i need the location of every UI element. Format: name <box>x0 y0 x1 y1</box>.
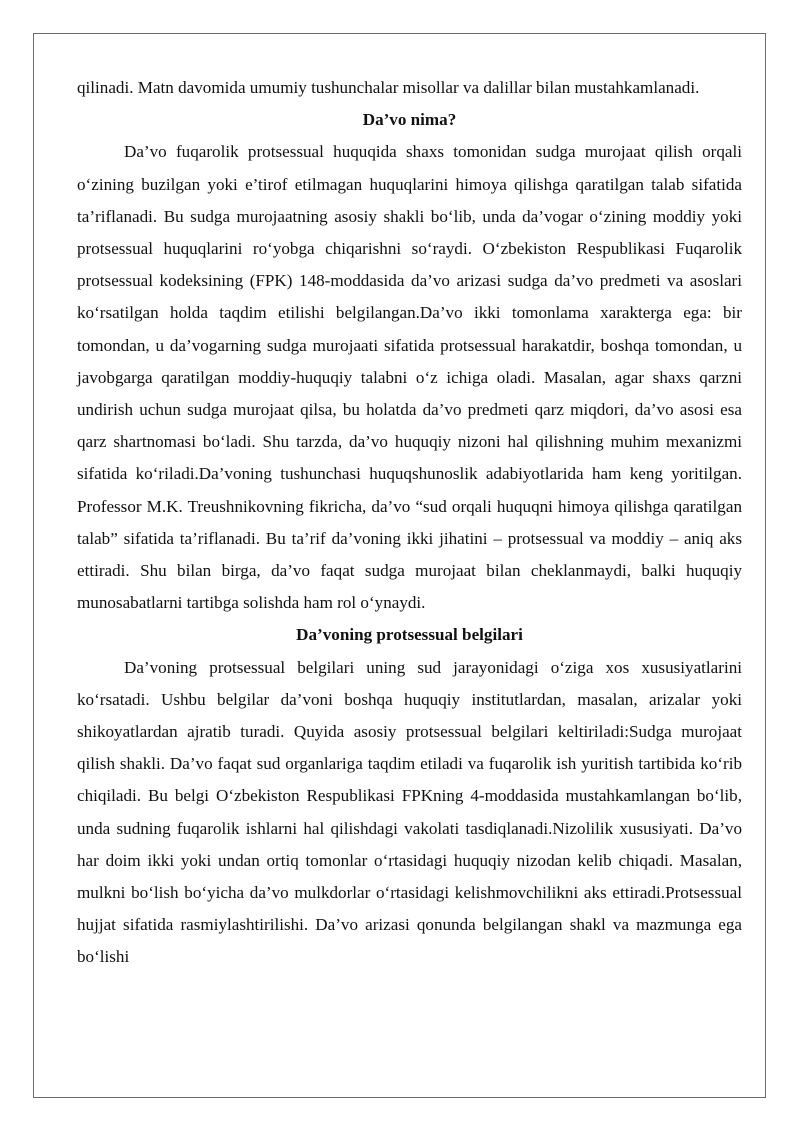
section-heading-procedural-features: Da’voning protsessual belgilari <box>296 625 523 645</box>
section-heading-what-is-claim: Da’vo nima? <box>362 110 457 130</box>
document-body <box>77 72 742 974</box>
paragraph-continuation: qilinadi. Matn davomida umumiy tushunchalar misollar va dalillar bilan mustahkamlanadi. <box>77 78 700 97</box>
paragraph-claim-definition: Da’vo fuqarolik protsessual huquqida shaxs tomonidan sudga murojaat qilish orqali o‘zining buzilgan yoki e’tirof etilmagan huquqlarini himoya qilishga qaratilgan talab sifatida ta’riflanadi. Bu sudga murojaatning asosiy shakli bo‘lib, unda da’vogar o‘zining moddiy yoki protsessual huquqlarini ro‘yobga chiqarishni so‘raydi. O‘zbekiston Respublikasi Fuqarolik protsessual kodeksining (FPK) 148-moddasida da’vo arizasi sudga da’vo predmeti va asoslari ko‘rsatilgan holda taqdim etilishi belgilangan.Da’vo ikki tomonlama xarakterga ega: bir tomondan, u da’vogarning sudga murojaati sifatida protsessual harakatdir, boshqa tomondan, u javobgarga qaratilgan moddiy-huquqiy talabni o‘z ichiga oladi. Masalan, agar shaxs qarzni undirish uchun sudga murojaat qilsa, bu holatda da’vo predmeti qarz miqdori, da’vo asosi esa qarz shartnomasi bo‘ladi. Shu tarzda, da’vo huquqiy nizoni hal qilishning muhim mexanizmi sifatida ko‘riladi.Da’voning tushunchasi huquqshunoslik adabiyotlarida ham keng yoritilgan. Professor M.K. Treushnikovning fikricha, da’vo “sud orqali huquqni himoya qilishga qaratilgan talab” sifatida ta’riflanadi. Bu ta’rif da’voning ikki jihatini – protsessual va moddiy – aniq aks ettiradi. Shu bilan birga, da’vo faqat sudga murojaat bilan cheklanmaydi, balki huquqiy munosabatlarni tartibga solishda ham rol o‘ynaydi. <box>77 142 742 613</box>
paragraph-procedural-features: Da’voning protsessual belgilari uning sud jarayonidagi o‘ziga xos xususiyatlarini ko‘rsatadi. Ushbu belgilar da’voni boshqa huquqiy institutlardan, masalan, arizalar yoki shikoyatlardan ajratib turadi. Quyida asosiy protsessual belgilari keltiriladi:Sudga murojaat qilish shakli. Da’vo faqat sud organlariga taqdim etiladi va fuqarolik ish yuritish tartibida ko‘rib chiqiladi. Bu belgi O‘zbekiston Respublikasi FPKning 4-moddasida mustahkamlangan bo‘lib, unda sudning fuqarolik ishlarni hal qilishdagi vakolati tasdiqlanadi.Nizolilik xususiyati. Da’vo har doim ikki yoki undan ortiq tomonlar o‘rtasidagi huquqiy nizodan kelib chiqadi. Masalan, mulkni bo‘lish bo‘yicha da’vo mulkdorlar o‘rtasidagi kelishmovchilikni aks ettiradi.Protsessual hujjat sifatida rasmiylashtirilishi. Da’vo arizasi qonunda belgilangan shakl va mazmunga ega bo‘lishi <box>77 657 742 967</box>
